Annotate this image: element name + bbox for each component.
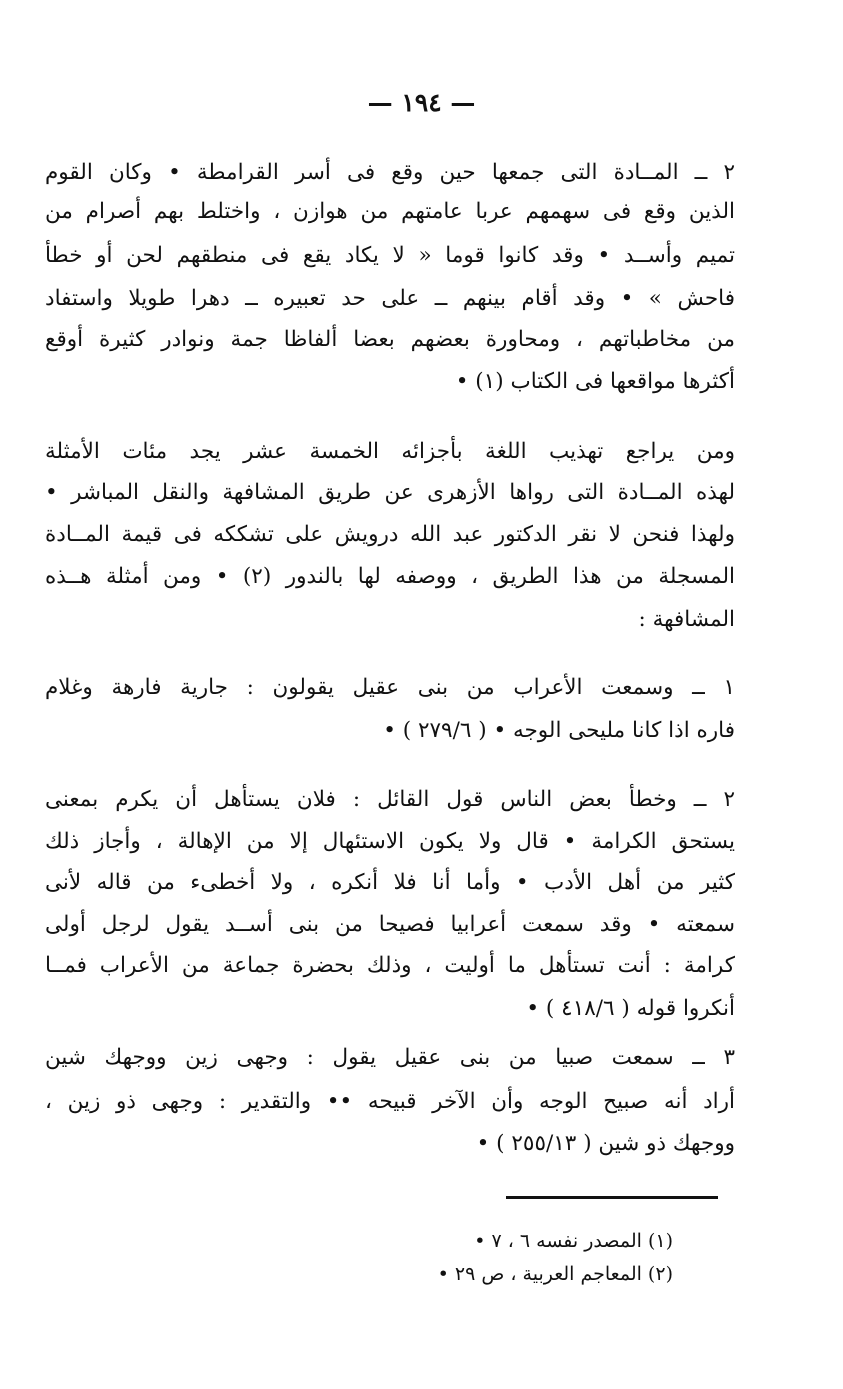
text-line: ٢ ــ المــادة التى جمعها حين وقع فى أسر القرامطة • وكان القوم [45, 160, 735, 185]
footnote: (١) المصدر نفسه ٦ ، ٧ • [474, 1230, 673, 1252]
text-line: ومن يراجع تهذيب اللغة بأجزائه الخمسة عشر يجد مئات الأمثلة [45, 439, 735, 464]
text-line: يستحق الكرامة • قال ولا يكون الاستئهال إلا من الإهالة ، وأجاز ذلك [45, 829, 735, 854]
text-line: أراد أنه صبيح الوجه وأن الآخر قبيحه •• والتقدير : وجهى ذو زين ، [45, 1089, 736, 1114]
text-line: سمعته • وقد سمعت أعرابيا فصيحا من بنى أســد يقول لرجل أولى [45, 912, 735, 937]
page-number: — ١٩٤ — [367, 88, 476, 117]
text-line: ١ ــ وسمعت الأعراب من بنى عقيل يقولون : جارية فارهة وغلام [45, 675, 735, 700]
text-line: فاره اذا كانا مليحى الوجه • ( ٢٧٩/٦ ) • [383, 718, 735, 743]
text-line: كرامة : أنت تستأهل ما أوليت ، وذلك بحضرة جماعة من الأعراب فمــا [45, 953, 735, 978]
text-line: كثير من أهل الأدب • وأما أنا فلا أنكره ، ولا أخطىء من قاله لأنى [45, 870, 735, 895]
text-line: ووجهك ذو شين ( ٢٥٥/١٣ ) • [476, 1131, 735, 1156]
text-line: الذين وقع فى سهمهم عربا عامتهم من هوازن ، واختلط بهم أصرام من [45, 199, 735, 224]
text-line: المشافهة : [638, 607, 735, 632]
footnote-divider [506, 1196, 718, 1199]
text-line: من مخاطباتهم ، ومحاورة بعضهم بعضا ألفاظا جمة ونوادر كثيرة أوقع [45, 327, 735, 352]
text-line: أكثرها مواقعها فى الكتاب (١) • [455, 369, 735, 394]
text-line: تميم وأســد • وقد كانوا قوما « لا يكاد يقع فى منطقهم لحن أو خطأ [45, 243, 735, 268]
text-line: ٣ ــ سمعت صبيا من بنى عقيل يقول : وجهى زين ووجهك شين [45, 1045, 735, 1070]
text-line: لهذه المــادة التى رواها الأزهرى عن طريق المشافهة والنقل المباشر • [45, 480, 735, 505]
text-line: فاحش » • وقد أقام بينهم ــ على حد تعبيره ــ دهرا طويلا واستفاد [45, 286, 735, 311]
text-line: أنكروا قوله ( ٤١٨/٦ ) • [526, 996, 735, 1021]
text-line: ٢ ــ وخطأ بعض الناس قول القائل : فلان يستأهل أن يكرم بمعنى [45, 787, 735, 812]
footnote: (٢) المعاجم العربية ، ص ٢٩ • [437, 1263, 673, 1285]
text-line: المسجلة من هذا الطريق ، ووصفه لها بالندور (٢) • ومن أمثلة هــذه [45, 564, 736, 589]
text-line: ولهذا فنحن لا نقر الدكتور عبد الله درويش على تشككه فى قيمة المــادة [45, 522, 735, 547]
